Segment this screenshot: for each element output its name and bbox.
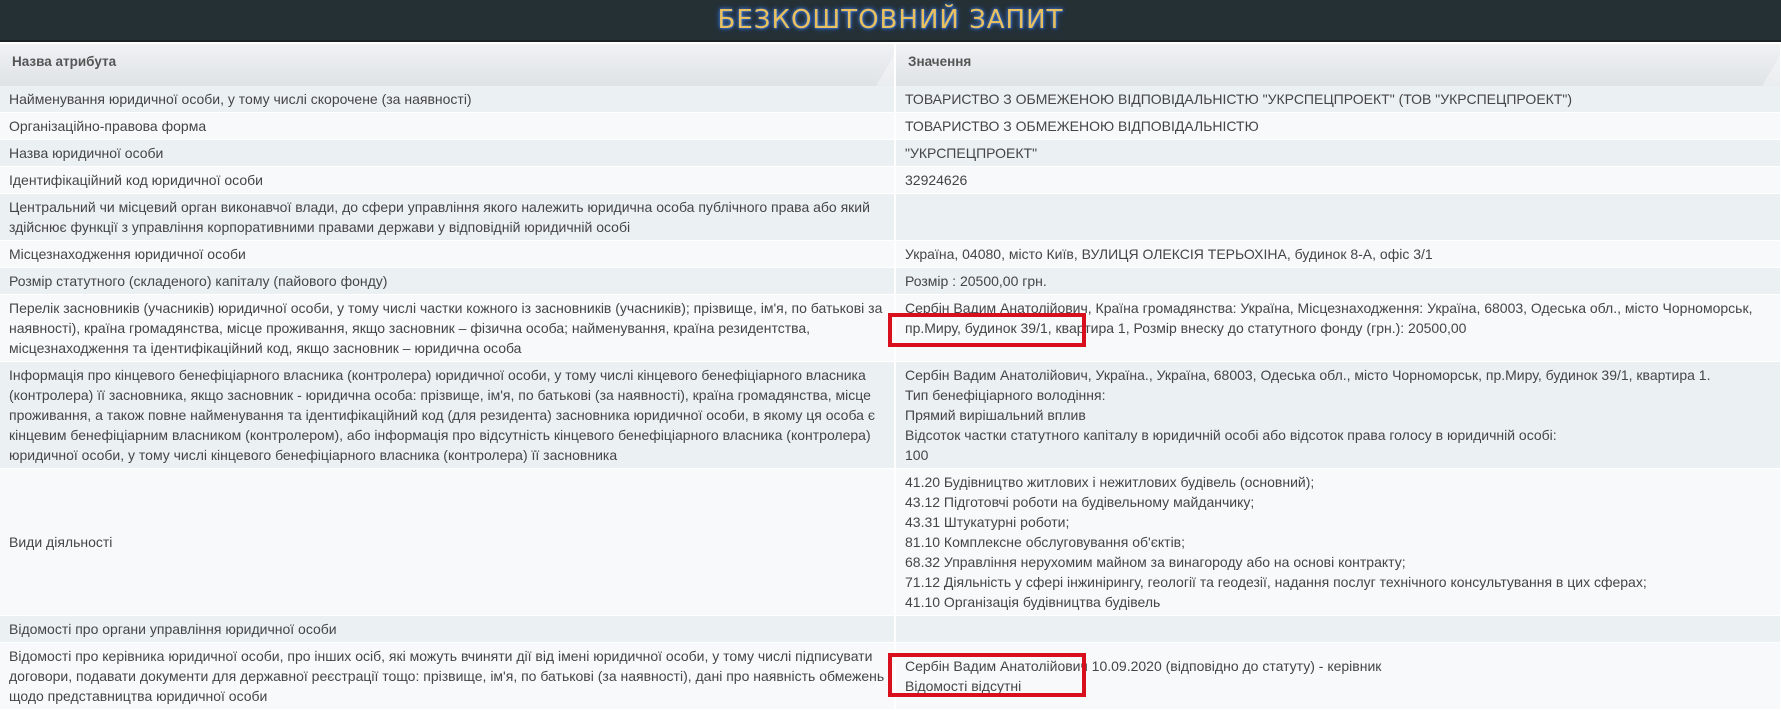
activity-item: 71.12 Діяльність у сфері інжинірингу, геології та геодезії, надання послуг технічного консультування в цих сферах; — [905, 574, 1647, 590]
attribute-name: Види діяльності — [0, 469, 895, 616]
value-line: Розмір : 20500,00 грн. — [905, 273, 1047, 289]
attribute-value — [895, 113, 1781, 140]
value-line: Сербін Вадим Анатолійович, Україна., Україна, 68003, Одеська обл., місто Чорноморськ, пр.Миру, будинок 39/1, квартира 1. — [905, 367, 1711, 383]
activity-item: 41.20 Будівництво житлових і нежитлових будівель (основний); — [905, 474, 1315, 490]
attribute-name: Інформація про кінцевого бенефіціарного власника (контролера) юридичної особи, у тому числі кінцевого бенефіціарного власника (контролера) її засновника, якщо засновник - юридична особа: прізвище, ім'я, по батькові (за наявності), країна громадянства, місце проживання, а також повне найменування та ідентифікаційний код (для резидента) засновника юридичної особи, в якому ця особа є кінцевим бенефіціарним власником (контролером), або інформація про відсутність кінцевого бенефіціарного власника (контролера) юридичної особи, у тому числі кінцевого бенефіціарного власника (контролера) її засновника — [0, 362, 895, 469]
attribute-name: Відомості про керівника юридичної особи, про інших осіб, які можуть вчиняти дії від імені юридичної особи, у тому числі підписувати договори, подавати документи для державної реєстрації тощо: прізвище, ім'я, по батькові (за наявності), дані про наявність обмежень щодо представництва юридичної особи — [0, 643, 895, 710]
value-line: ТОВАРИСТВО З ОБМЕЖЕНОЮ ВІДПОВІДАЛЬНІСТЮ "УКРСПЕЦПРОЕКТ" (ТОВ "УКРСПЕЦПРОЕКТ") — [905, 91, 1572, 107]
attribute-value — [895, 241, 1781, 268]
value-line: Відсоток частки статутного капіталу в юридичній особі або відсоток права голосу в юридичній особі: — [905, 427, 1557, 443]
table-row — [0, 140, 1781, 167]
attribute-name: Розмір статутного (складеного) капіталу (пайового фонду) — [0, 268, 895, 295]
attribute-name: Найменування юридичної особи, у тому числі скорочене (за наявності) — [0, 86, 895, 113]
page-header — [0, 0, 1781, 42]
value-line: Сербін Вадим Анатолійович 10.09.2020 (відповідно до статуту) - керівник — [905, 658, 1382, 674]
attribute-value — [895, 167, 1781, 194]
table-row — [0, 643, 1781, 710]
table-row — [0, 194, 1781, 241]
attribute-value — [895, 86, 1781, 113]
attribute-value — [895, 362, 1781, 469]
attributes-table — [0, 44, 1781, 710]
column-header-attribute[interactable]: Назва атрибута — [0, 44, 895, 86]
table-row — [0, 86, 1781, 113]
value-line: Прямий вирішальний вплив — [905, 407, 1086, 423]
value-line: ТОВАРИСТВО З ОБМЕЖЕНОЮ ВІДПОВІДАЛЬНІСТЮ — [905, 118, 1259, 134]
table-row — [0, 113, 1781, 140]
value-line: 32924626 — [905, 172, 968, 188]
activity-item: 43.12 Підготовчі роботи на будівельному майданчику; — [905, 494, 1255, 510]
value-line: 100 — [905, 447, 929, 463]
table-row — [0, 469, 1781, 616]
table-row — [0, 616, 1781, 643]
table-row — [0, 167, 1781, 194]
attribute-value — [895, 643, 1781, 710]
value-line: Відомості відсутні — [905, 678, 1022, 694]
attribute-value — [895, 616, 1781, 643]
table-row — [0, 241, 1781, 268]
table-row — [0, 362, 1781, 469]
value-line: Тип бенефіціарного володіння: — [905, 387, 1106, 403]
value-line: Сербін Вадим Анатолійович, Країна громадянства: Україна, Місцезнаходження: Україна, 68003, Одеська обл., місто Чорноморськ, пр.Миру, будинок 39/1, квартира 1, Розмір внеску до статутного фонду (грн.): 20500,00 — [905, 300, 1753, 336]
attribute-value — [895, 194, 1781, 241]
attribute-name: Організаційно-правова форма — [0, 113, 895, 140]
attribute-name: Перелік засновників (учасників) юридичної особи, у тому числі частки кожного із засновників (учасників); прізвище, ім'я, по батькові за наявності), країна громадянства, місце проживання, якщо засновник – фізична особа; найменування, країна резидентства, місцезнаходження та ідентифікаційний код, якщо засновник – юридична особа — [0, 295, 895, 362]
attribute-name: Місцезнаходження юридичної особи — [0, 241, 895, 268]
activity-item: 41.10 Організація будівництва будівель — [905, 594, 1161, 610]
attribute-name: Назва юридичної особи — [0, 140, 895, 167]
activity-item: 81.10 Комплексне обслуговування об'єктів; — [905, 534, 1185, 550]
value-line: "УКРСПЕЦПРОЕКТ" — [905, 145, 1038, 161]
attribute-value — [895, 469, 1781, 616]
page-title: БЕЗКОШТОВНИЙ ЗАПИТ — [717, 5, 1064, 35]
attribute-name: Центральний чи місцевий орган виконавчої влади, до сфери управління якого належить юридична особа публічного права або який здійснює функції з управління корпоративними правами держави у відповідній юридичній особі — [0, 194, 895, 241]
attribute-name: Ідентифікаційний код юридичної особи — [0, 167, 895, 194]
attribute-value — [895, 140, 1781, 167]
activity-item: 43.31 Штукатурні роботи; — [905, 514, 1070, 530]
table-row — [0, 295, 1781, 362]
table-header-row — [0, 44, 1781, 86]
value-line: Україна, 04080, місто Київ, ВУЛИЦЯ ОЛЕКСІЯ ТЕРЬОХІНА, будинок 8-А, офіс 3/1 — [905, 246, 1433, 262]
attribute-value — [895, 268, 1781, 295]
attribute-name: Відомості про органи управління юридичної особи — [0, 616, 895, 643]
attribute-value — [895, 295, 1781, 362]
table-row — [0, 268, 1781, 295]
activity-item: 68.32 Управління нерухомим майном за винагороду або на основі контракту; — [905, 554, 1406, 570]
column-header-value[interactable]: Значення — [895, 44, 1781, 86]
